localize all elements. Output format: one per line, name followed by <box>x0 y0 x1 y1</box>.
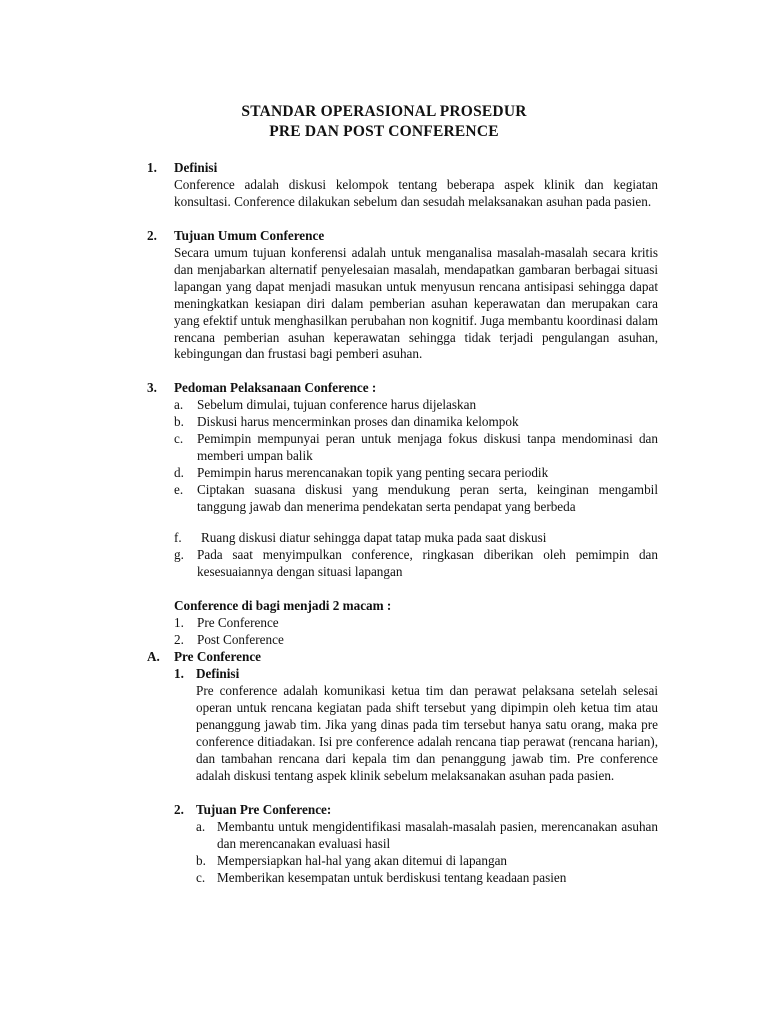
list-item-text: Memberikan kesempatan untuk berdiskusi tentang keadaan pasien <box>217 870 567 885</box>
document-subtitle: PRE DAN POST CONFERENCE <box>269 123 499 140</box>
types-heading: Conference di bagi menjadi 2 macam : <box>174 598 392 613</box>
subsection-2-heading: Tujuan Pre Conference: <box>196 802 332 817</box>
list-item-text: Ciptakan suasana diskusi yang mendukung peran serta, keinginan mengambil tanggung jawab dan menerima pendekatan serta pendapat yang berbeda <box>197 482 658 514</box>
list-marker: b. <box>174 414 184 429</box>
subsection-1-text: Pre conference adalah komunikasi ketua tim dan perawat pelaksana setelah selesai operan untuk rencana kegiatan pada shift tersebut yang dipimpin oleh ketua tim atau penanggung jawab tim. Jika yang dinas pada tim tersebut hanya satu orang, maka pre conference ditiadakan. Isi pre conference adalah rencana tiap perawat (rencana harian), dan tambahan rencana dari kepala tim dan penanggung jawab tim. Pre conference adalah diskusi tentang aspek klinik sebelum melaksanakan asuhan pada pasien. <box>196 683 658 783</box>
section-2-heading: Tujuan Umum Conference <box>174 228 325 243</box>
section-3-heading: Pedoman Pelaksanaan Conference : <box>174 380 377 395</box>
subsection-1-number: 1. <box>174 666 184 681</box>
section-2-number: 2. <box>147 228 157 243</box>
subsection-2-number: 2. <box>174 802 184 817</box>
list-marker: f. <box>174 530 182 545</box>
list-marker: g. <box>174 547 184 562</box>
subsection-1-heading: Definisi <box>196 666 240 681</box>
section-a-letter: A. <box>147 649 160 664</box>
section-a-heading: Pre Conference <box>174 649 262 664</box>
list-marker: a. <box>196 819 206 834</box>
list-marker: a. <box>174 397 184 412</box>
section-1-text: Conference adalah diskusi kelompok tentang beberapa aspek klinik dan kegiatan konsultasi. Conference dilakukan sebelum dan sesudah melaksanakan asuhan pada pasien. <box>174 177 658 209</box>
list-marker: e. <box>174 482 184 497</box>
section-3-number: 3. <box>147 380 157 395</box>
list-item-text: Pemimpin harus merencanakan topik yang penting secara periodik <box>197 465 549 480</box>
list-item-text: Ruang diskusi diatur sehingga dapat tatap muka pada saat diskusi <box>201 530 547 545</box>
list-item-text: Mempersiapkan hal-hal yang akan ditemui di lapangan <box>217 853 508 868</box>
list-marker: 2. <box>174 632 184 647</box>
list-item-text: Pemimpin mempunyai peran untuk menjaga fokus diskusi tanpa mendominasi dan memberi umpan balik <box>197 431 658 463</box>
list-marker: c. <box>174 431 184 446</box>
list-item-text: Sebelum dimulai, tujuan conference harus dijelaskan <box>197 397 477 412</box>
list-marker: d. <box>174 465 184 480</box>
list-item-text: Pre Conference <box>197 615 279 630</box>
section-1-number: 1. <box>147 160 157 175</box>
list-item-text: Pada saat menyimpulkan conference, ringkasan diberikan oleh pemimpin dan kesesuaiannya dengan situasi lapangan <box>197 547 658 579</box>
section-1-heading: Definisi <box>174 160 218 175</box>
list-item-text: Diskusi harus mencerminkan proses dan dinamika kelompok <box>197 414 519 429</box>
list-marker: b. <box>196 853 206 868</box>
section-2-text: Secara umum tujuan konferensi adalah untuk menganalisa masalah-masalah secara kritis dan menjabarkan alternatif penyelesaian masalah, mendapatkan gambaran berbagai situasi lapangan yang dapat menjadi masukan untuk menyusun rencana antisipasi sehingga dapat meningkatkan kesiapan diri dalam pemberian asuhan keperawatan dan merupakan cara yang efektif untuk menghasilkan perubahan non kognitif. Juga membantu koordinasi dalam rencana pemberian asuhan keperawatan sehingga tidak terjadi pengulangan asuhan, kebingungan dan frustasi bagi pemberi asuhan. <box>174 245 658 362</box>
list-marker: 1. <box>174 615 184 630</box>
list-marker: c. <box>196 870 206 885</box>
list-item-text: Post Conference <box>197 632 284 647</box>
list-item-text: Membantu untuk mengidentifikasi masalah-masalah pasien, merencanakan asuhan dan merencanakan evaluasi hasil <box>217 819 658 851</box>
document-title: STANDAR OPERASIONAL PROSEDUR <box>241 103 527 120</box>
